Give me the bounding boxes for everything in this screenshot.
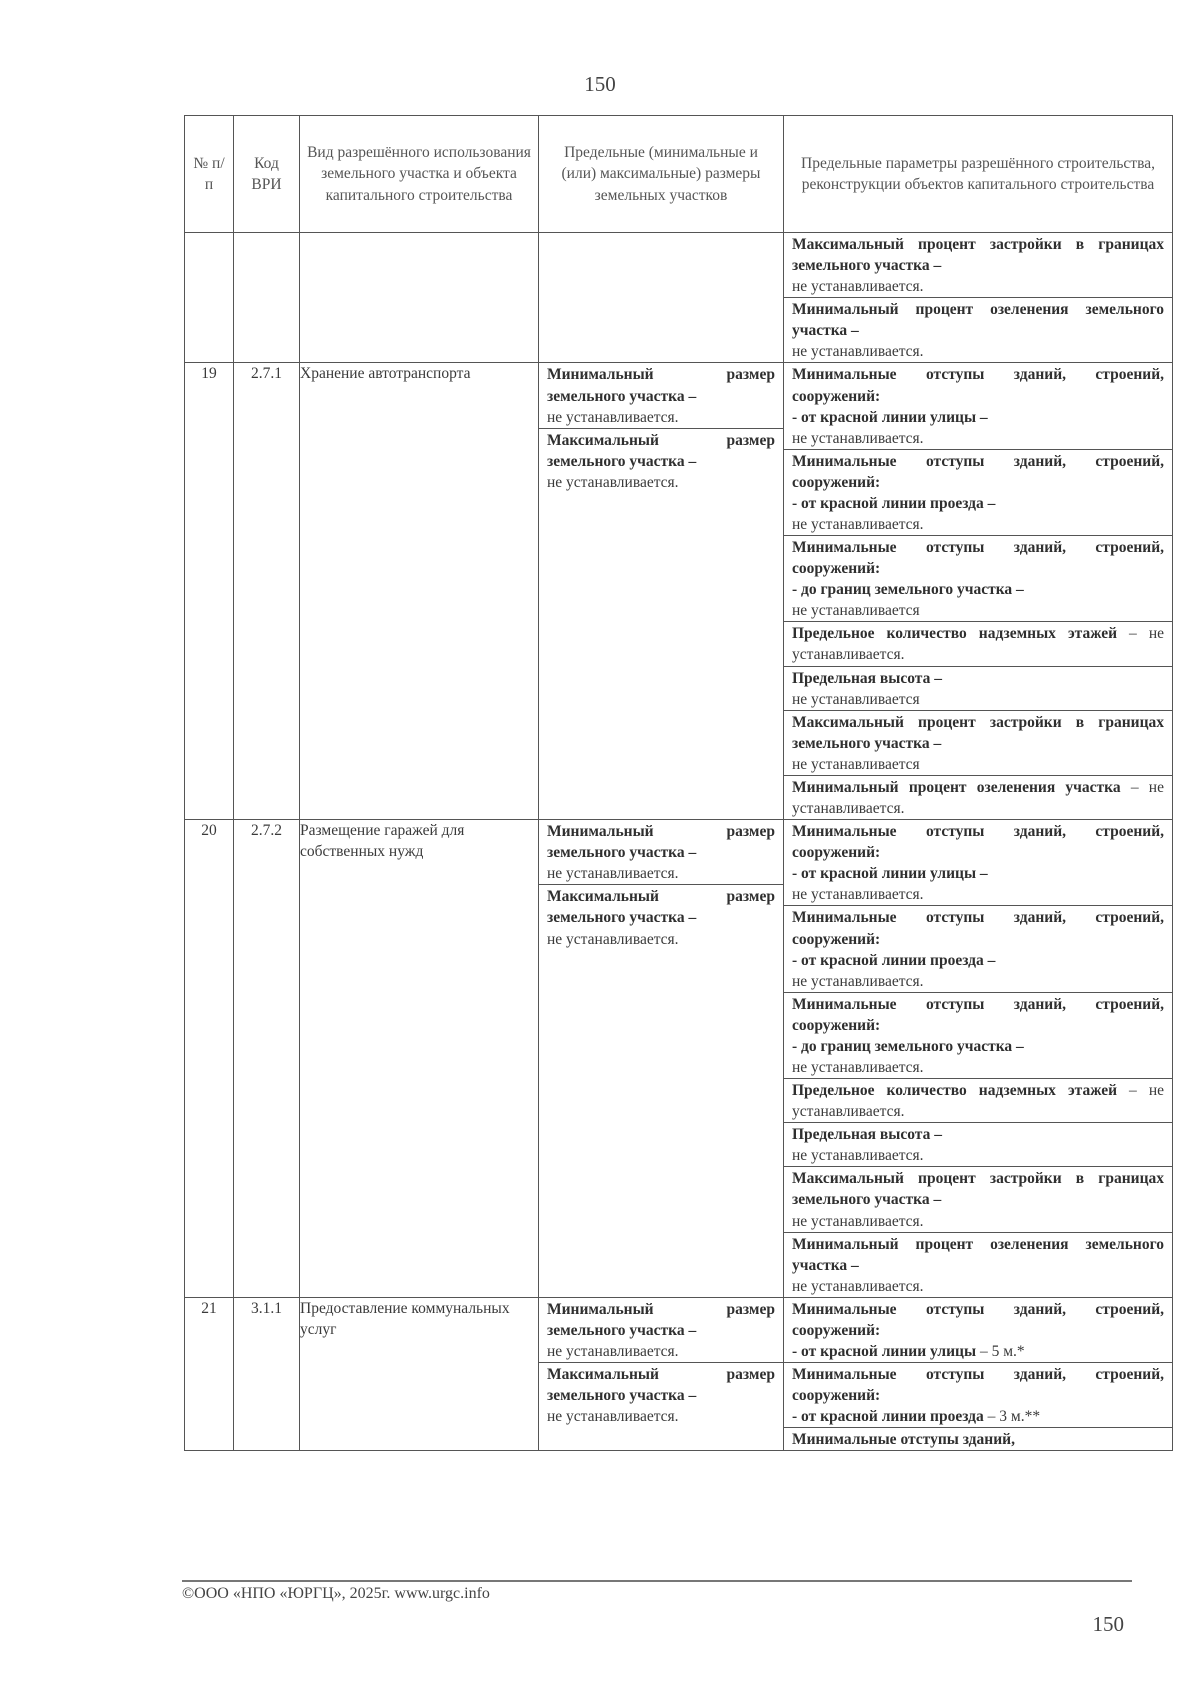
cell-kind — [300, 233, 539, 363]
cell-plot — [539, 233, 784, 363]
header-params: Предельные параметры разрешённого строительства, реконструкции объектов капитального строительства — [784, 116, 1173, 233]
cell-params — [784, 233, 1173, 363]
plot-max-block: Максимальный размер земельного участка – не устанавливается. — [539, 428, 783, 493]
param-block: Минимальные отступы зданий, строений, сооружений: - от красной линии улицы – 5 м.* — [792, 1300, 1164, 1360]
cell-params — [784, 820, 1173, 1298]
param-block: Минимальный процент озеленения участка – не устанавливается. — [784, 775, 1172, 819]
param-block: Минимальные отступы зданий, строений, сооружений: - от красной линии улицы – не устанавливается. — [792, 366, 1164, 447]
param-block: Минимальные отступы зданий, строений, сооружений: - до границ земельного участка – не устанавливается. — [784, 992, 1172, 1078]
header-plot-size: Предельные (минимальные и (или) максимальные) размеры земельных участков — [539, 116, 784, 233]
header-code: Код ВРИ — [234, 116, 300, 233]
page-number-top: 150 — [584, 72, 616, 96]
plot-max-block: Максимальный размер земельного участка – не устанавливается. — [539, 884, 783, 949]
cell-plot — [539, 363, 784, 820]
footer-divider — [182, 1580, 1132, 1582]
param-block: Минимальные отступы зданий, строений, сооружений: - до границ земельного участка – не устанавливается — [784, 535, 1172, 621]
table-header-row — [185, 116, 1173, 233]
param-block: Предельное количество надземных этажей – не устанавливается. — [784, 621, 1172, 665]
param-block: Максимальный процент застройки в границах земельного участка – не устанавливается. — [784, 1166, 1172, 1231]
cell-code: 2.7.1 — [234, 363, 300, 820]
cell-num — [185, 233, 234, 363]
param-block: Минимальные отступы зданий, — [784, 1427, 1172, 1450]
table-row-continuation — [185, 233, 1173, 363]
cell-code: 2.7.2 — [234, 820, 300, 1298]
cell-params — [784, 1297, 1173, 1451]
cell-code: 3.1.1 — [234, 1297, 300, 1451]
cell-plot — [539, 1297, 784, 1451]
cell-kind: Предоставление коммунальных услуг — [300, 1297, 539, 1451]
plot-max-block: Максимальный размер земельного участка – не устанавливается. — [539, 1362, 783, 1427]
cell-code — [234, 233, 300, 363]
table-row — [185, 363, 1173, 820]
header-kind: Вид разрешённого использования земельного участка и объекта капитального строительства — [300, 116, 539, 233]
cell-params — [784, 363, 1173, 820]
param-block: Максимальный процент застройки в границах земельного участка – не устанавливается. — [792, 236, 1164, 296]
page-number-bottom: 150 — [1092, 1612, 1124, 1636]
param-block: Минимальные отступы зданий, строений, сооружений: - от красной линии проезда – не устанавливается. — [784, 449, 1172, 535]
cell-num: 19 — [185, 363, 234, 820]
cell-kind: Хранение автотранспорта — [300, 363, 539, 820]
footer-copyright: ©ООО «НПО «ЮРГЦ», 2025г. www.urgc.info — [182, 1585, 490, 1602]
param-block: Предельная высота – не устанавливается. — [784, 1122, 1172, 1166]
table-row — [185, 820, 1173, 1298]
cell-num: 21 — [185, 1297, 234, 1451]
table-row — [185, 1297, 1173, 1451]
plot-min-block: Минимальный размер земельного участка – не устанавливается. — [547, 1300, 775, 1360]
cell-plot — [539, 820, 784, 1298]
param-block: Предельная высота – не устанавливается — [784, 666, 1172, 710]
param-block: Максимальный процент застройки в границах земельного участка – не устанавливается — [784, 710, 1172, 775]
header-num: № п/п — [185, 116, 234, 233]
plot-min-block: Минимальный размер земельного участка – не устанавливается. — [547, 823, 775, 883]
cell-num: 20 — [185, 820, 234, 1298]
param-block: Минимальные отступы зданий, строений, сооружений: - от красной линии улицы – не устанавливается. — [792, 823, 1164, 904]
regulations-table — [184, 115, 1173, 1451]
param-block: Минимальные отступы зданий, строений, сооружений: - от красной линии проезда – 3 м.** — [784, 1362, 1172, 1427]
cell-kind: Размещение гаражей для собственных нужд — [300, 820, 539, 1298]
param-block: Минимальные отступы зданий, строений, сооружений: - от красной линии проезда – не устанавливается. — [784, 905, 1172, 991]
param-block: Минимальный процент озеленения земельного участка – не устанавливается. — [784, 1232, 1172, 1297]
plot-min-block: Минимальный размер земельного участка – не устанавливается. — [547, 366, 775, 426]
param-block: Предельное количество надземных этажей – не устанавливается. — [784, 1078, 1172, 1122]
param-block: Минимальный процент озеленения земельного участка – не устанавливается. — [784, 297, 1172, 362]
